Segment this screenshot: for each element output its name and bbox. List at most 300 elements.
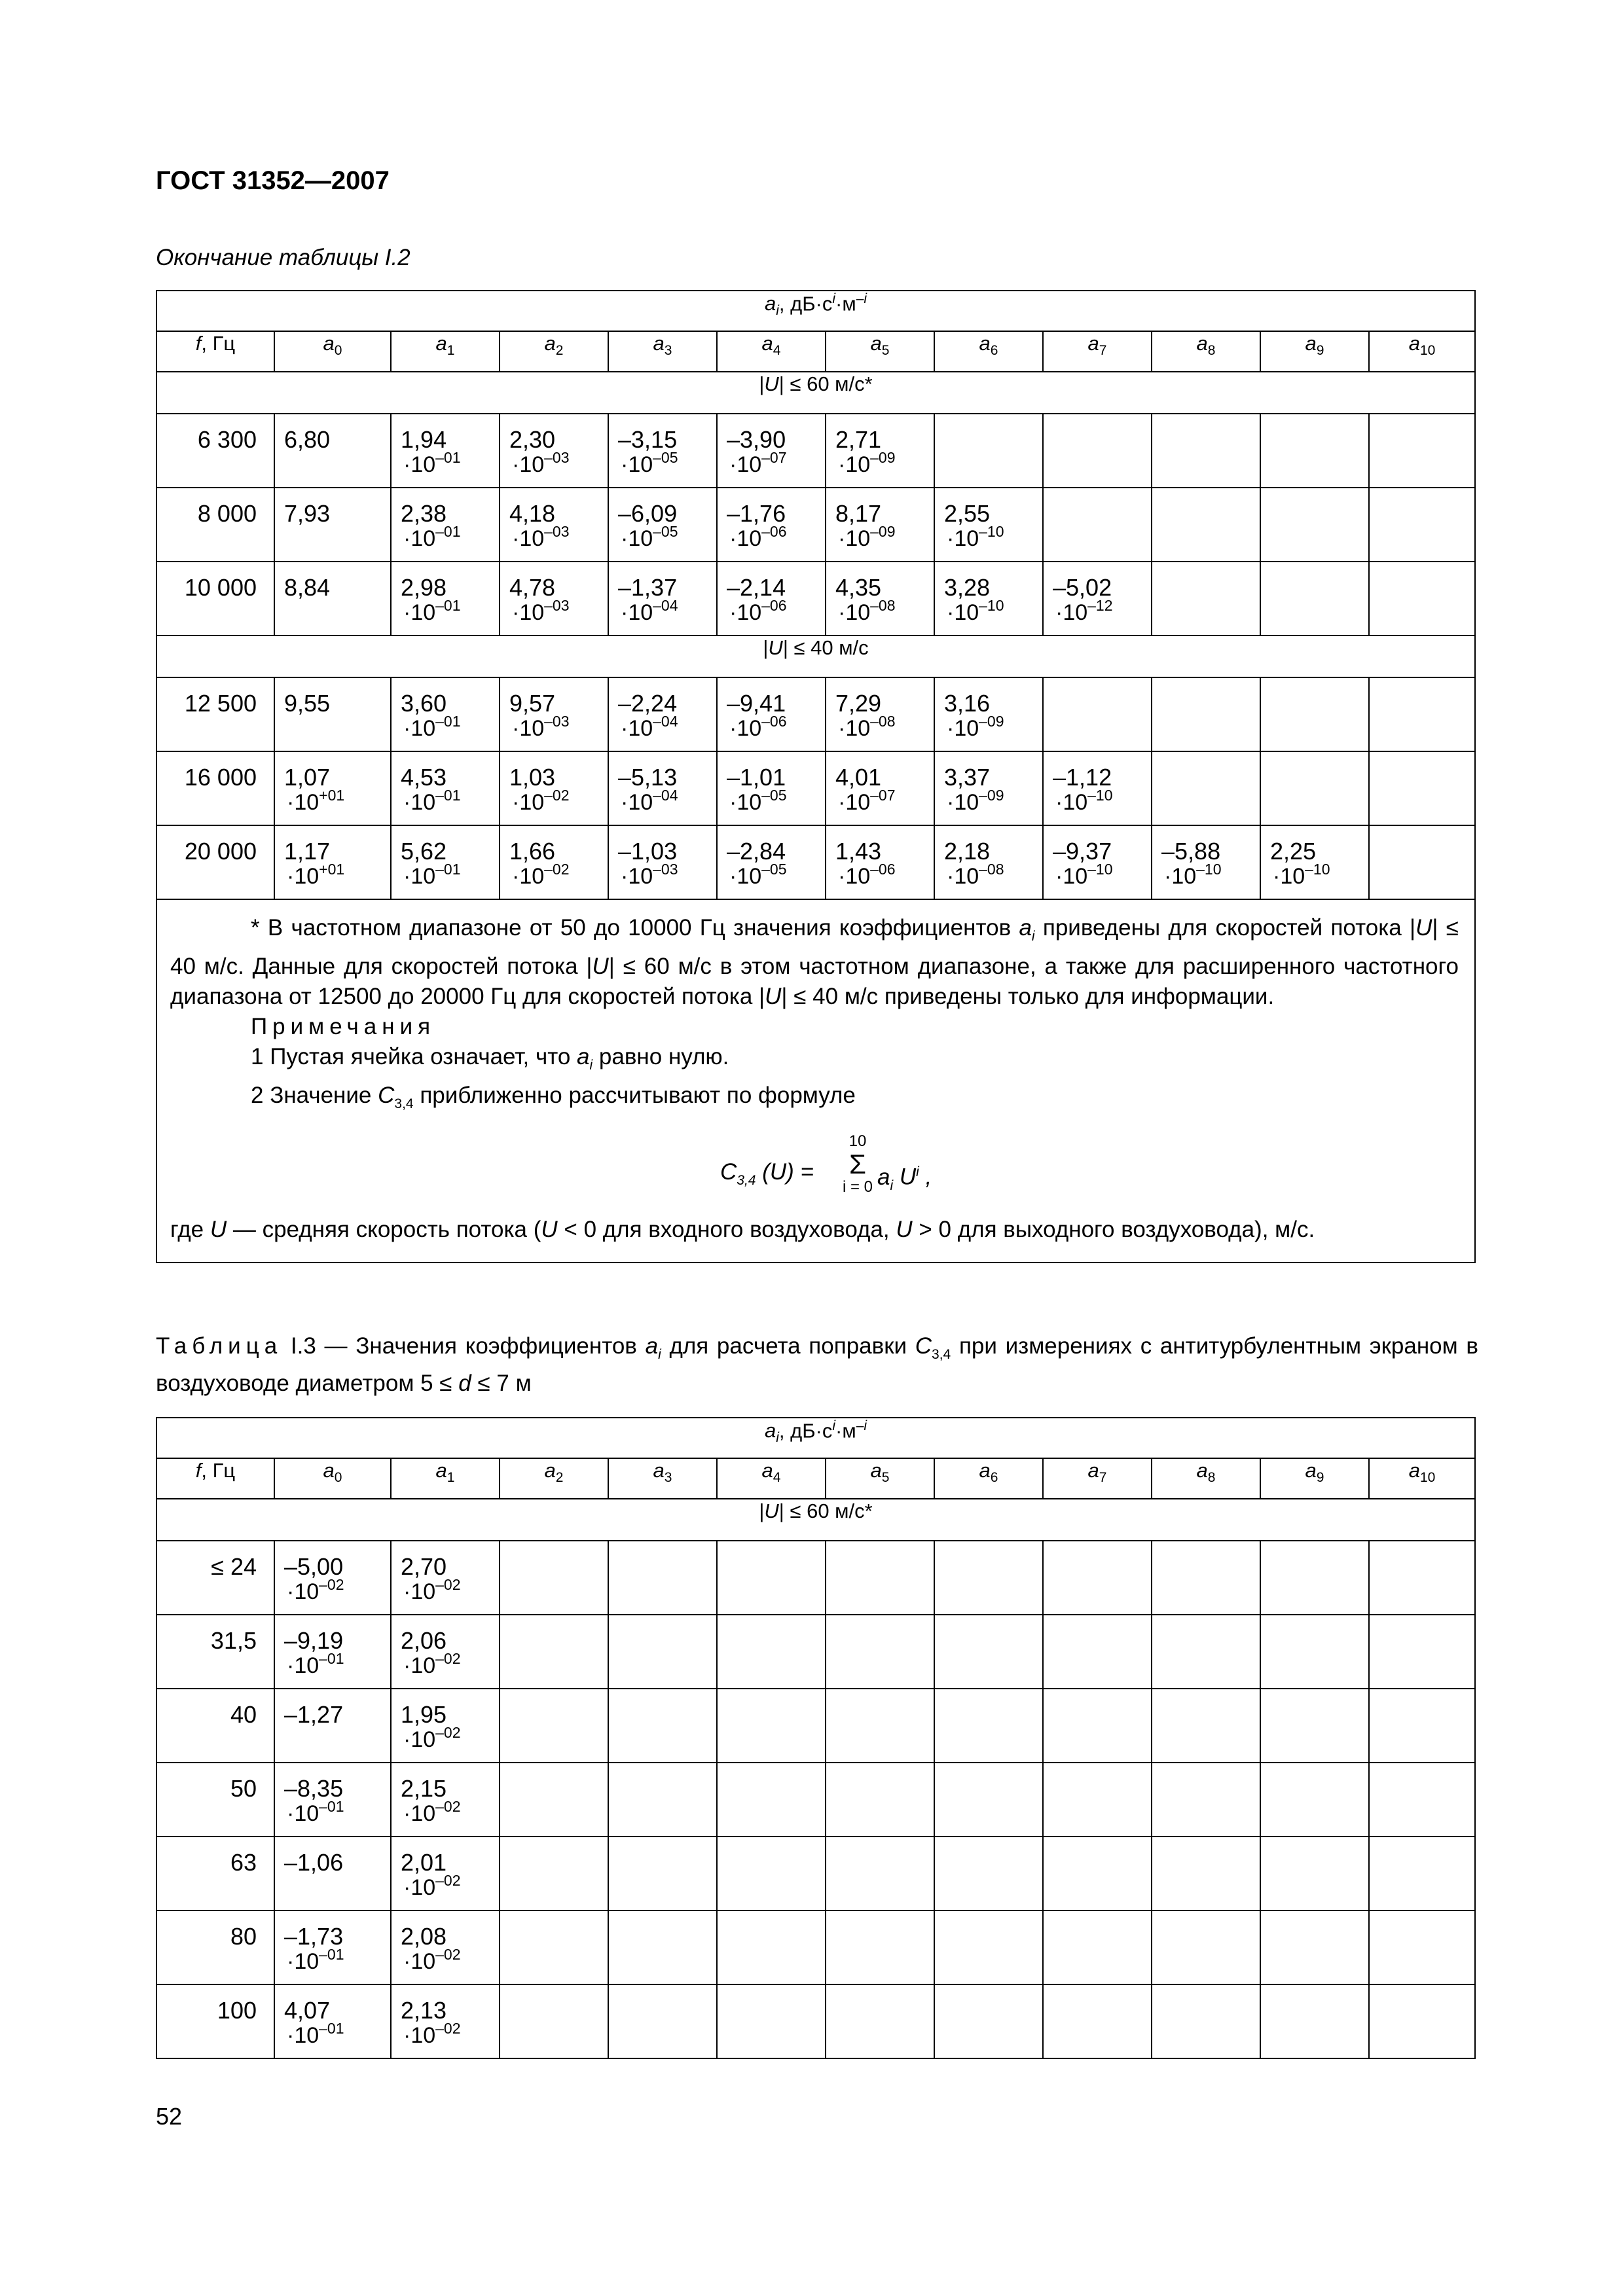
frequency-cell: 20 000 bbox=[156, 825, 274, 899]
frequency-cell: 12 500 bbox=[156, 677, 274, 751]
coefficient-mantissa: –2,84 bbox=[727, 838, 786, 865]
coefficient-mantissa: 2,25 bbox=[1270, 838, 1317, 865]
coefficient-cell bbox=[934, 562, 1043, 636]
coefficient-exponent: $\cdot 10^{-06}$ bbox=[729, 597, 787, 625]
coefficient-cell bbox=[608, 751, 717, 825]
coefficient-exponent: $\cdot 10^{-04}$ bbox=[621, 787, 678, 815]
coefficient-cell bbox=[1369, 751, 1475, 825]
coefficient-exponent: $\cdot 10^{-02}$ bbox=[403, 1576, 461, 1604]
coefficient-cell bbox=[274, 825, 391, 899]
table-row bbox=[156, 677, 1475, 751]
coefficient-exponent: $\cdot 10^{-06}$ bbox=[729, 713, 787, 741]
coefficient-cell bbox=[826, 1689, 934, 1763]
coefficient-mantissa: 7,29 bbox=[835, 690, 882, 717]
coefficient-cell bbox=[391, 1689, 500, 1763]
table-row bbox=[156, 1689, 1475, 1763]
coefficient-cell bbox=[826, 1763, 934, 1837]
coefficient-exponent: $\cdot 10^{-02}$ bbox=[403, 1798, 461, 1826]
coefficient-mantissa: 2,01 bbox=[401, 1849, 447, 1876]
frequency-cell: 100 bbox=[156, 1984, 274, 2058]
coefficient-exponent: $\cdot 10^{+01}$ bbox=[287, 787, 345, 815]
coefficient-mantissa: 1,66 bbox=[509, 838, 556, 865]
coefficient-cell bbox=[274, 1837, 391, 1910]
coefficient-exponent: $\cdot 10^{-04}$ bbox=[621, 597, 678, 625]
section-header-60: |U| ≤ 60 м/с* bbox=[156, 372, 1475, 414]
header-a6: $a_6$ bbox=[934, 1458, 1043, 1499]
coefficient-cell bbox=[717, 825, 826, 899]
section-header-60: |U| ≤ 60 м/с* bbox=[156, 1499, 1475, 1541]
coefficient-cell bbox=[1369, 562, 1475, 636]
notes-title: Примечания bbox=[251, 1014, 436, 1039]
header-a2: $a_2$ bbox=[500, 1458, 608, 1499]
coefficient-exponent: $\cdot 10^{-01}$ bbox=[287, 1798, 344, 1826]
coefficient-mantissa: 2,38 bbox=[401, 500, 447, 527]
coefficient-cell bbox=[717, 1910, 826, 1984]
coefficient-cell bbox=[274, 1689, 391, 1763]
coefficient-cell bbox=[1043, 1763, 1152, 1837]
coefficient-mantissa: 4,78 bbox=[509, 574, 556, 601]
section-header-40: |U| ≤ 40 м/с bbox=[156, 636, 1475, 677]
coefficient-cell bbox=[500, 488, 608, 562]
coefficient-mantissa: 7,93 bbox=[284, 500, 331, 527]
coefficient-cell bbox=[1152, 562, 1260, 636]
coefficient-cell bbox=[717, 1763, 826, 1837]
coefficient-mantissa: 2,08 bbox=[401, 1923, 447, 1950]
coefficient-mantissa: 1,17 bbox=[284, 838, 331, 865]
coefficient-cell bbox=[1369, 677, 1475, 751]
coefficient-cell bbox=[717, 751, 826, 825]
header-frequency: f, Гц bbox=[156, 1458, 274, 1499]
coefficient-cell bbox=[1043, 1615, 1152, 1689]
coefficient-cell bbox=[826, 677, 934, 751]
coefficient-mantissa: –1,01 bbox=[727, 764, 786, 791]
coefficient-cell bbox=[1260, 488, 1369, 562]
coefficient-cell bbox=[1152, 751, 1260, 825]
coefficient-cell bbox=[1260, 562, 1369, 636]
coefficient-cell bbox=[934, 1910, 1043, 1984]
coefficient-cell bbox=[934, 1541, 1043, 1615]
coefficient-cell bbox=[391, 1984, 500, 2058]
coefficient-mantissa: 3,16 bbox=[944, 690, 991, 717]
coefficient-mantissa: 4,18 bbox=[509, 500, 556, 527]
coefficient-cell bbox=[608, 1615, 717, 1689]
coefficient-cell bbox=[1260, 1763, 1369, 1837]
coefficient-mantissa: 2,70 bbox=[401, 1553, 447, 1580]
note-2: 2 Значение $C_{3,4}$ приближенно рассчитывают по формуле bbox=[251, 1083, 856, 1111]
coefficient-mantissa: –5,00 bbox=[284, 1553, 344, 1580]
coefficient-cell bbox=[934, 677, 1043, 751]
coefficient-cell bbox=[1369, 1615, 1475, 1689]
where-clause: где U — средняя скорость потока (U < 0 для входного воздуховода, U > 0 для выходного воздуховода), м/с. bbox=[170, 1217, 1315, 1242]
coefficient-cell bbox=[717, 414, 826, 488]
notes-block bbox=[156, 899, 1475, 1263]
coefficient-mantissa: –3,90 bbox=[727, 426, 786, 453]
coefficient-cell bbox=[500, 1910, 608, 1984]
column-header-row bbox=[156, 1458, 1475, 1499]
coefficient-mantissa: 3,28 bbox=[944, 574, 991, 601]
frequency-cell: 50 bbox=[156, 1763, 274, 1837]
coefficient-cell bbox=[826, 1615, 934, 1689]
header-a5: $a_5$ bbox=[826, 331, 934, 372]
coefficient-mantissa: 1,94 bbox=[401, 426, 447, 453]
coefficient-exponent: $\cdot 10^{-03}$ bbox=[512, 523, 570, 551]
header-a10: $a_{10}$ bbox=[1369, 1458, 1475, 1499]
coefficient-exponent: $\cdot 10^{-08}$ bbox=[838, 597, 896, 625]
coefficient-exponent: $\cdot 10^{-02}$ bbox=[403, 1872, 461, 1900]
coefficient-cell bbox=[826, 1837, 934, 1910]
coefficient-mantissa: 2,71 bbox=[835, 426, 882, 453]
table-row bbox=[156, 1984, 1475, 2058]
coefficient-cell bbox=[826, 1984, 934, 2058]
coefficient-mantissa: –5,88 bbox=[1161, 838, 1221, 865]
header-a5: $a_5$ bbox=[826, 1458, 934, 1499]
coefficient-cell bbox=[1152, 677, 1260, 751]
coefficient-cell bbox=[1260, 677, 1369, 751]
coefficient-exponent: $\cdot 10^{-05}$ bbox=[729, 861, 787, 889]
coefficient-cell bbox=[500, 825, 608, 899]
header-a9: $a_9$ bbox=[1260, 1458, 1369, 1499]
document-id: ГОСТ 31352—2007 bbox=[156, 166, 390, 195]
footnote: * В частотном диапазоне от 50 до 10000 Гц значения коэффициентов $a_i$ приведены для скоростей потока |U| ≤ 40 м/с. Данные для скоростей потока |U| ≤ 60 м/с в этом частотном диапазоне, а также для расширенного частотного диапазона от 12500 до 20000 Гц для скоростей потока |U| ≤ 40 м/с приведены только для информации. bbox=[170, 915, 1459, 1009]
coefficient-mantissa: 2,30 bbox=[509, 426, 556, 453]
coefficient-mantissa: –9,37 bbox=[1053, 838, 1112, 865]
coefficient-mantissa: –1,27 bbox=[284, 1701, 344, 1728]
coefficient-cell bbox=[274, 1763, 391, 1837]
coefficient-cell bbox=[934, 1984, 1043, 2058]
table-row bbox=[156, 825, 1475, 899]
header-a3: $a_3$ bbox=[608, 331, 717, 372]
coefficient-cell bbox=[608, 488, 717, 562]
coefficient-cell bbox=[934, 1763, 1043, 1837]
coefficient-cell bbox=[1260, 825, 1369, 899]
coefficient-exponent: $\cdot 10^{-10}$ bbox=[1055, 787, 1113, 815]
note-1: 1 Пустая ячейка означает, что $a_i$ равно нулю. bbox=[251, 1044, 729, 1073]
coefficient-cell bbox=[1043, 562, 1152, 636]
coefficient-cell bbox=[608, 1910, 717, 1984]
coefficient-cell bbox=[391, 1615, 500, 1689]
table-caption: Окончание таблицы I.2 bbox=[156, 245, 410, 270]
coefficient-cell bbox=[826, 488, 934, 562]
coefficient-exponent: $\cdot 10^{-05}$ bbox=[621, 523, 678, 551]
header-a0: $a_0$ bbox=[274, 1458, 391, 1499]
header-a0: $a_0$ bbox=[274, 331, 391, 372]
coefficient-cell bbox=[717, 1689, 826, 1763]
coefficient-cell bbox=[500, 414, 608, 488]
coefficient-cell bbox=[391, 488, 500, 562]
sum-symbol: 10 Σ i = 0 bbox=[842, 1132, 873, 1196]
coefficient-exponent: $\cdot 10^{-09}$ bbox=[947, 787, 1004, 815]
coefficient-exponent: $\cdot 10^{-05}$ bbox=[729, 787, 787, 815]
coefficient-exponent: $\cdot 10^{-04}$ bbox=[621, 713, 678, 741]
header-a7: $a_7$ bbox=[1043, 1458, 1152, 1499]
coefficient-cell bbox=[500, 1541, 608, 1615]
coefficient-cell bbox=[1260, 1689, 1369, 1763]
coefficient-cell bbox=[1260, 1615, 1369, 1689]
coefficient-cell bbox=[1152, 1984, 1260, 2058]
coefficient-cell bbox=[391, 1837, 500, 1910]
frequency-cell: 80 bbox=[156, 1910, 274, 1984]
frequency-cell: 8 000 bbox=[156, 488, 274, 562]
coefficient-cell bbox=[608, 562, 717, 636]
coefficient-exponent: $\cdot 10^{-02}$ bbox=[403, 1946, 461, 1974]
coefficient-exponent: $\cdot 10^{-01}$ bbox=[287, 2020, 344, 2048]
coefficient-cell bbox=[391, 562, 500, 636]
coefficient-cell bbox=[1043, 414, 1152, 488]
coefficient-cell bbox=[1043, 677, 1152, 751]
coefficient-exponent: $\cdot 10^{-05}$ bbox=[621, 449, 678, 477]
coefficient-cell bbox=[500, 751, 608, 825]
coefficient-cell bbox=[717, 1541, 826, 1615]
coefficient-mantissa: –1,03 bbox=[618, 838, 678, 865]
coefficient-mantissa: 1,07 bbox=[284, 764, 331, 791]
coefficient-exponent: $\cdot 10^{-01}$ bbox=[403, 597, 461, 625]
coefficient-cell bbox=[608, 1984, 717, 2058]
coefficient-mantissa: 5,62 bbox=[401, 838, 447, 865]
coefficient-exponent: $\cdot 10^{-01}$ bbox=[403, 787, 461, 815]
coefficient-cell bbox=[1369, 1541, 1475, 1615]
coefficient-cell bbox=[826, 1541, 934, 1615]
table-row bbox=[156, 562, 1475, 636]
coefficient-cell bbox=[934, 751, 1043, 825]
coefficient-mantissa: –5,13 bbox=[618, 764, 678, 791]
header-a10: $a_{10}$ bbox=[1369, 331, 1475, 372]
coefficient-mantissa: 2,13 bbox=[401, 1997, 447, 2024]
coefficient-cell bbox=[1369, 1837, 1475, 1910]
coefficient-cell bbox=[608, 1689, 717, 1763]
coefficient-exponent: $\cdot 10^{-10}$ bbox=[947, 523, 1004, 551]
coefficient-cell bbox=[826, 562, 934, 636]
coefficient-cell bbox=[934, 1689, 1043, 1763]
coefficient-cell bbox=[934, 1615, 1043, 1689]
coefficient-exponent: $\cdot 10^{-01}$ bbox=[403, 449, 461, 477]
coefficients-table-i2 bbox=[156, 290, 1476, 1263]
coefficient-mantissa: –1,73 bbox=[284, 1923, 344, 1950]
coefficient-exponent: $\cdot 10^{-02}$ bbox=[403, 1650, 461, 1678]
coefficient-mantissa: 2,98 bbox=[401, 574, 447, 601]
table-row bbox=[156, 1910, 1475, 1984]
coefficient-exponent: $\cdot 10^{-01}$ bbox=[403, 523, 461, 551]
coefficient-exponent: $\cdot 10^{-03}$ bbox=[512, 713, 570, 741]
coefficient-exponent: $\cdot 10^{-08}$ bbox=[947, 861, 1004, 889]
coefficient-cell bbox=[391, 825, 500, 899]
coefficient-cell bbox=[500, 1615, 608, 1689]
coefficient-exponent: $\cdot 10^{-12}$ bbox=[1055, 597, 1113, 625]
column-header-row bbox=[156, 331, 1475, 372]
coefficient-cell bbox=[608, 1837, 717, 1910]
header-a9: $a_9$ bbox=[1260, 331, 1369, 372]
coefficient-exponent: $\cdot 10^{-10}$ bbox=[1055, 861, 1113, 889]
coefficient-cell bbox=[1043, 751, 1152, 825]
coefficient-cell bbox=[500, 562, 608, 636]
coefficient-mantissa: 1,03 bbox=[509, 764, 556, 791]
coefficient-exponent: $\cdot 10^{-01}$ bbox=[287, 1946, 344, 1974]
coefficient-cell bbox=[500, 1984, 608, 2058]
coefficient-cell bbox=[608, 825, 717, 899]
coefficient-cell bbox=[1260, 1541, 1369, 1615]
coefficient-cell bbox=[1043, 1910, 1152, 1984]
coefficient-mantissa: 2,15 bbox=[401, 1775, 447, 1802]
coefficient-cell bbox=[391, 1910, 500, 1984]
coefficient-cell bbox=[934, 414, 1043, 488]
coefficient-cell bbox=[1152, 1615, 1260, 1689]
coefficient-cell bbox=[1043, 825, 1152, 899]
table-row bbox=[156, 1615, 1475, 1689]
coefficient-cell bbox=[500, 1837, 608, 1910]
coefficient-exponent: $\cdot 10^{-01}$ bbox=[403, 713, 461, 741]
coefficient-cell bbox=[1152, 488, 1260, 562]
header-a2: $a_2$ bbox=[500, 331, 608, 372]
coefficient-cell bbox=[1043, 1837, 1152, 1910]
coefficient-cell bbox=[1043, 488, 1152, 562]
coefficient-cell bbox=[1260, 1984, 1369, 2058]
coefficient-exponent: $\cdot 10^{-03}$ bbox=[512, 597, 570, 625]
coefficient-cell bbox=[274, 562, 391, 636]
coefficient-mantissa: 1,43 bbox=[835, 838, 882, 865]
coefficient-cell bbox=[1152, 1910, 1260, 1984]
header-a6: $a_6$ bbox=[934, 331, 1043, 372]
coefficient-cell bbox=[1152, 1763, 1260, 1837]
coefficient-cell bbox=[717, 562, 826, 636]
units-header: $a_i$, $дБ\cdot с^i\cdot м^{-i}$ bbox=[156, 291, 1475, 331]
coefficient-mantissa: 3,60 bbox=[401, 690, 447, 717]
coefficient-exponent: $\cdot 10^{-07}$ bbox=[729, 449, 787, 477]
coefficient-cell bbox=[274, 488, 391, 562]
coefficient-exponent: $\cdot 10^{-10}$ bbox=[1164, 861, 1222, 889]
coefficient-cell bbox=[608, 1541, 717, 1615]
coefficient-mantissa: –3,15 bbox=[618, 426, 678, 453]
frequency-cell: 10 000 bbox=[156, 562, 274, 636]
coefficient-cell bbox=[717, 1984, 826, 2058]
coefficient-cell bbox=[391, 677, 500, 751]
coefficient-cell bbox=[826, 751, 934, 825]
coefficient-cell bbox=[1260, 1910, 1369, 1984]
coefficient-exponent: $\cdot 10^{-02}$ bbox=[287, 1576, 344, 1604]
coefficient-exponent: $\cdot 10^{-09}$ bbox=[838, 449, 896, 477]
table-i3-caption: Таблица I.3 — Значения коэффициентов $a_i$ для расчета поправки $C_{3,4}$ при измерениях с антитурбулентным экраном в воздуховоде диаметром 5 ≤ d ≤ 7 м bbox=[156, 1333, 1478, 1396]
coefficient-exponent: $\cdot 10^{-02}$ bbox=[512, 787, 570, 815]
table-row bbox=[156, 488, 1475, 562]
coefficient-cell bbox=[391, 414, 500, 488]
coefficients-table-i3 bbox=[156, 1417, 1476, 2059]
frequency-cell: 40 bbox=[156, 1689, 274, 1763]
coefficient-cell bbox=[608, 677, 717, 751]
coefficient-mantissa: 4,53 bbox=[401, 764, 447, 791]
coefficient-cell bbox=[1369, 414, 1475, 488]
coefficient-cell bbox=[274, 414, 391, 488]
coefficient-exponent: $\cdot 10^{-08}$ bbox=[838, 713, 896, 741]
coefficient-cell bbox=[717, 1615, 826, 1689]
coefficient-exponent: $\cdot 10^{-10}$ bbox=[1273, 861, 1330, 889]
coefficient-mantissa: –8,35 bbox=[284, 1775, 344, 1802]
coefficient-mantissa: –1,12 bbox=[1053, 764, 1112, 791]
table-row bbox=[156, 1837, 1475, 1910]
coefficient-mantissa: 1,95 bbox=[401, 1701, 447, 1728]
coefficient-mantissa: 6,80 bbox=[284, 426, 331, 453]
coefficient-mantissa: 4,35 bbox=[835, 574, 882, 601]
coefficient-mantissa: –5,02 bbox=[1053, 574, 1112, 601]
coefficient-cell bbox=[391, 1541, 500, 1615]
frequency-cell: ≤ 24 bbox=[156, 1541, 274, 1615]
coefficient-cell bbox=[1369, 1689, 1475, 1763]
coefficient-mantissa: 3,37 bbox=[944, 764, 991, 791]
coefficient-cell bbox=[1260, 751, 1369, 825]
coefficient-cell bbox=[1369, 488, 1475, 562]
coefficient-cell bbox=[274, 751, 391, 825]
coefficient-mantissa: –9,41 bbox=[727, 690, 786, 717]
coefficient-cell bbox=[608, 414, 717, 488]
coefficient-exponent: $\cdot 10^{-01}$ bbox=[403, 861, 461, 889]
header-a3: $a_3$ bbox=[608, 1458, 717, 1499]
coefficient-mantissa: 8,17 bbox=[835, 500, 882, 527]
coefficient-cell bbox=[717, 677, 826, 751]
header-frequency: f, Гц bbox=[156, 331, 274, 372]
header-a1: $a_1$ bbox=[391, 1458, 500, 1499]
coefficient-cell bbox=[1369, 1910, 1475, 1984]
coefficient-cell bbox=[1152, 825, 1260, 899]
coefficient-cell bbox=[391, 751, 500, 825]
frequency-cell: 63 bbox=[156, 1837, 274, 1910]
coefficient-exponent: $\cdot 10^{-02}$ bbox=[512, 861, 570, 889]
coefficient-cell bbox=[1369, 1763, 1475, 1837]
coefficient-exponent: $\cdot 10^{-01}$ bbox=[287, 1650, 344, 1678]
coefficient-cell bbox=[391, 1763, 500, 1837]
coefficient-mantissa: 9,55 bbox=[284, 690, 331, 717]
coefficient-cell bbox=[1152, 1541, 1260, 1615]
coefficient-mantissa: 4,01 bbox=[835, 764, 882, 791]
coefficient-cell bbox=[274, 1984, 391, 2058]
header-a8: $a_8$ bbox=[1152, 1458, 1260, 1499]
coefficient-exponent: $\cdot 10^{+01}$ bbox=[287, 861, 345, 889]
coefficient-mantissa: 2,55 bbox=[944, 500, 991, 527]
coefficient-cell bbox=[1152, 1689, 1260, 1763]
formula: $C_{3,4}$ (U) = 10 Σ i = 0 $a_i$ $U^i$ , bbox=[720, 1132, 932, 1196]
coefficient-cell bbox=[1260, 414, 1369, 488]
coefficient-exponent: $\cdot 10^{-10}$ bbox=[947, 597, 1004, 625]
coefficient-cell bbox=[500, 1763, 608, 1837]
coefficient-exponent: $\cdot 10^{-06}$ bbox=[729, 523, 787, 551]
coefficient-exponent: $\cdot 10^{-09}$ bbox=[947, 713, 1004, 741]
coefficient-exponent: $\cdot 10^{-09}$ bbox=[838, 523, 896, 551]
coefficient-cell bbox=[1260, 1837, 1369, 1910]
coefficient-exponent: $\cdot 10^{-07}$ bbox=[838, 787, 896, 815]
coefficient-cell bbox=[274, 1615, 391, 1689]
coefficient-mantissa: 2,18 bbox=[944, 838, 991, 865]
table-row bbox=[156, 414, 1475, 488]
header-a8: $a_8$ bbox=[1152, 331, 1260, 372]
coefficient-mantissa: –1,76 bbox=[727, 500, 786, 527]
coefficient-cell bbox=[1152, 414, 1260, 488]
coefficient-cell bbox=[500, 677, 608, 751]
coefficient-mantissa: 9,57 bbox=[509, 690, 556, 717]
coefficient-mantissa: –2,14 bbox=[727, 574, 786, 601]
page-number: 52 bbox=[156, 2103, 183, 2130]
coefficient-mantissa: 4,07 bbox=[284, 1997, 331, 2024]
coefficient-cell bbox=[1369, 1984, 1475, 2058]
header-a4: $a_4$ bbox=[717, 1458, 826, 1499]
coefficient-cell bbox=[826, 414, 934, 488]
coefficient-cell bbox=[934, 825, 1043, 899]
coefficient-exponent: $\cdot 10^{-02}$ bbox=[403, 2020, 461, 2048]
header-a4: $a_4$ bbox=[717, 331, 826, 372]
coefficient-exponent: $\cdot 10^{-02}$ bbox=[403, 1724, 461, 1752]
coefficient-cell bbox=[274, 1541, 391, 1615]
table-row bbox=[156, 1763, 1475, 1837]
coefficient-cell bbox=[1043, 1984, 1152, 2058]
coefficient-cell bbox=[274, 677, 391, 751]
coefficient-cell bbox=[717, 488, 826, 562]
coefficient-mantissa: –6,09 bbox=[618, 500, 678, 527]
coefficient-cell bbox=[826, 825, 934, 899]
